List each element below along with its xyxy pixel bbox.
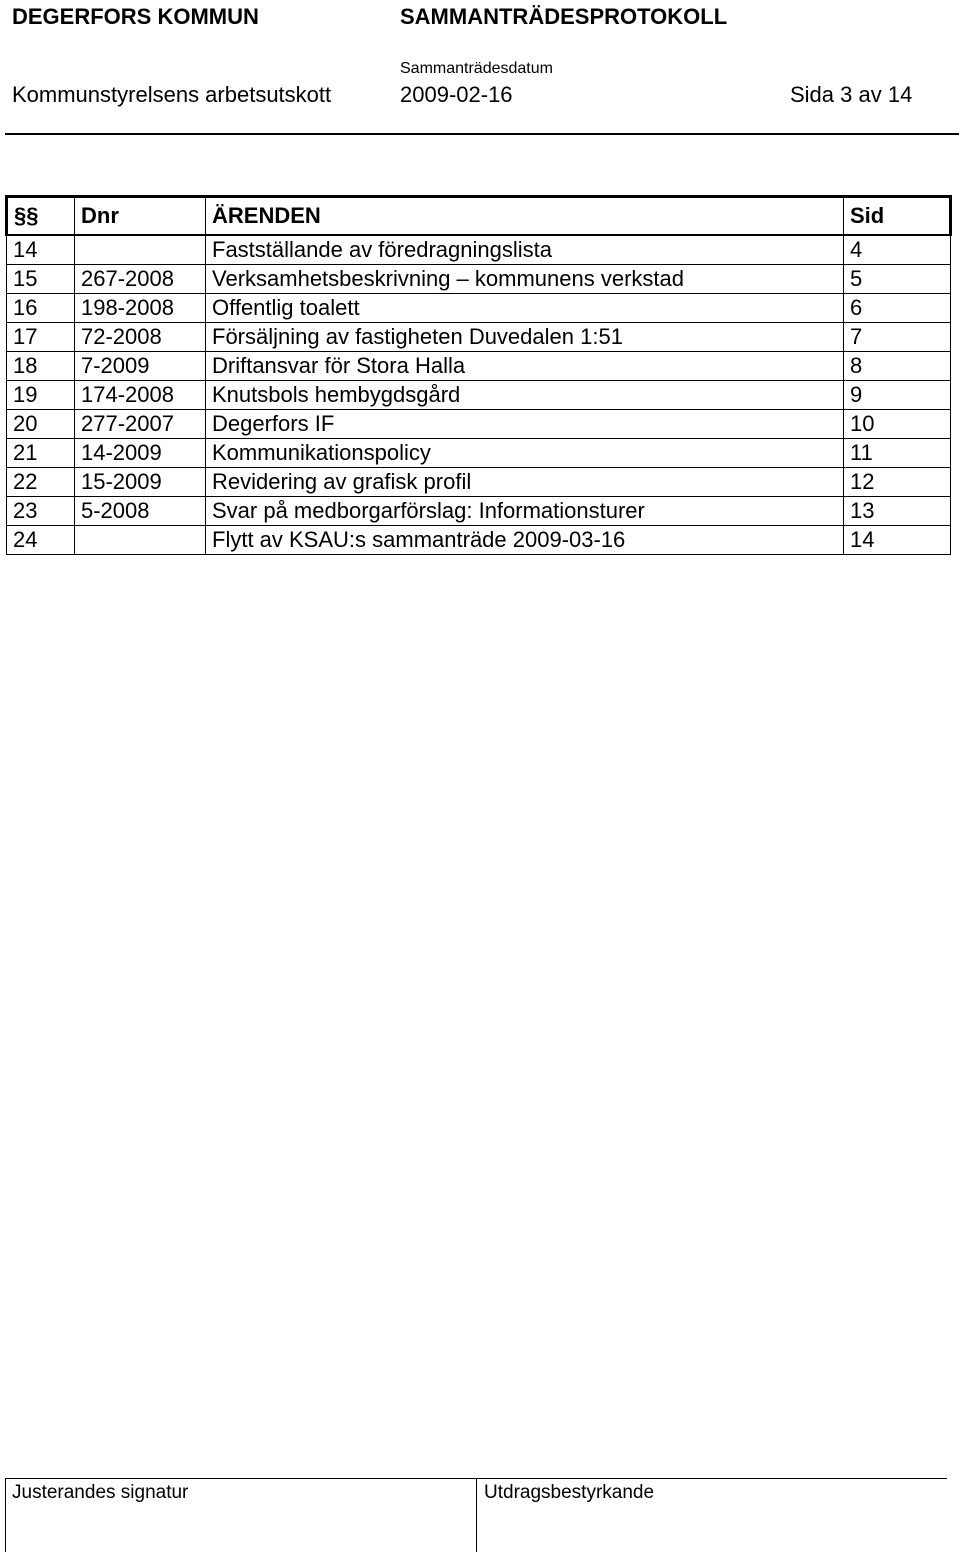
table-row xyxy=(7,352,951,381)
case-number xyxy=(75,235,206,265)
matter-title: Offentlig toalett xyxy=(206,294,844,323)
signature-divider xyxy=(476,1478,477,1552)
table-row xyxy=(7,468,951,497)
table-row xyxy=(7,265,951,294)
table-header-row xyxy=(7,197,951,236)
table-row xyxy=(7,439,951,468)
column-header-matter: ÄRENDEN xyxy=(206,197,844,236)
page-reference: 12 xyxy=(844,468,951,497)
section-number: 21 xyxy=(7,439,75,468)
certification-label: Utdragsbestyrkande xyxy=(484,1482,655,1503)
table-row xyxy=(7,497,951,526)
page-reference: 5 xyxy=(844,265,951,294)
section-number: 15 xyxy=(7,265,75,294)
page-reference: 8 xyxy=(844,352,951,381)
matter-title: Knutsbols hembygdsgård xyxy=(206,381,844,410)
table-row xyxy=(7,526,951,555)
adjuster-signature-label: Justerandes signatur xyxy=(12,1482,189,1503)
matter-title: Flytt av KSAU:s sammanträde 2009-03-16 xyxy=(206,526,844,555)
document-type: SAMMANTRÄDESPROTOKOLL xyxy=(400,4,728,29)
section-number: 18 xyxy=(7,352,75,381)
page-reference: 14 xyxy=(844,526,951,555)
matter-title: Verksamhetsbeskrivning – kommunens verkstad xyxy=(206,265,844,294)
section-number: 24 xyxy=(7,526,75,555)
matter-title: Driftansvar för Stora Halla xyxy=(206,352,844,381)
section-number: 20 xyxy=(7,410,75,439)
page-reference: 9 xyxy=(844,381,951,410)
section-number: 16 xyxy=(7,294,75,323)
case-number: 15-2009 xyxy=(75,468,206,497)
column-header-section: §§ xyxy=(7,197,75,236)
case-number: 7-2009 xyxy=(75,352,206,381)
page-reference: 11 xyxy=(844,439,951,468)
section-number: 22 xyxy=(7,468,75,497)
case-number: 198-2008 xyxy=(75,294,206,323)
matter-title: Kommunikationspolicy xyxy=(206,439,844,468)
matter-title: Revidering av grafisk profil xyxy=(206,468,844,497)
page-reference: 7 xyxy=(844,323,951,352)
column-header-dnr: Dnr xyxy=(75,197,206,236)
case-number: 277-2007 xyxy=(75,410,206,439)
table-row xyxy=(7,410,951,439)
organization-name: DEGERFORS KOMMUN xyxy=(12,4,259,29)
agenda-table xyxy=(5,195,952,555)
table-row xyxy=(7,235,951,265)
header-divider xyxy=(5,133,959,135)
section-number: 23 xyxy=(7,497,75,526)
committee-name: Kommunstyrelsens arbetsutskott xyxy=(12,82,332,107)
case-number: 5-2008 xyxy=(75,497,206,526)
page-number: Sida 3 av 14 xyxy=(790,82,913,107)
case-number xyxy=(75,526,206,555)
section-number: 17 xyxy=(7,323,75,352)
table-row xyxy=(7,294,951,323)
section-number: 14 xyxy=(7,235,75,265)
matter-title: Försäljning av fastigheten Duvedalen 1:51 xyxy=(206,323,844,352)
matter-title: Fastställande av föredragningslista xyxy=(206,235,844,265)
page-reference: 4 xyxy=(844,235,951,265)
table-row xyxy=(7,323,951,352)
case-number: 72-2008 xyxy=(75,323,206,352)
case-number: 174-2008 xyxy=(75,381,206,410)
page-reference: 13 xyxy=(844,497,951,526)
case-number: 14-2009 xyxy=(75,439,206,468)
table-row xyxy=(7,381,951,410)
page-reference: 6 xyxy=(844,294,951,323)
section-number: 19 xyxy=(7,381,75,410)
matter-title: Degerfors IF xyxy=(206,410,844,439)
matter-title: Svar på medborgarförslag: Informationsturer xyxy=(206,497,844,526)
column-header-page: Sid xyxy=(844,197,951,236)
case-number: 267-2008 xyxy=(75,265,206,294)
meeting-date-label: Sammanträdesdatum xyxy=(400,60,553,77)
page-reference: 10 xyxy=(844,410,951,439)
meeting-date: 2009-02-16 xyxy=(400,82,513,107)
